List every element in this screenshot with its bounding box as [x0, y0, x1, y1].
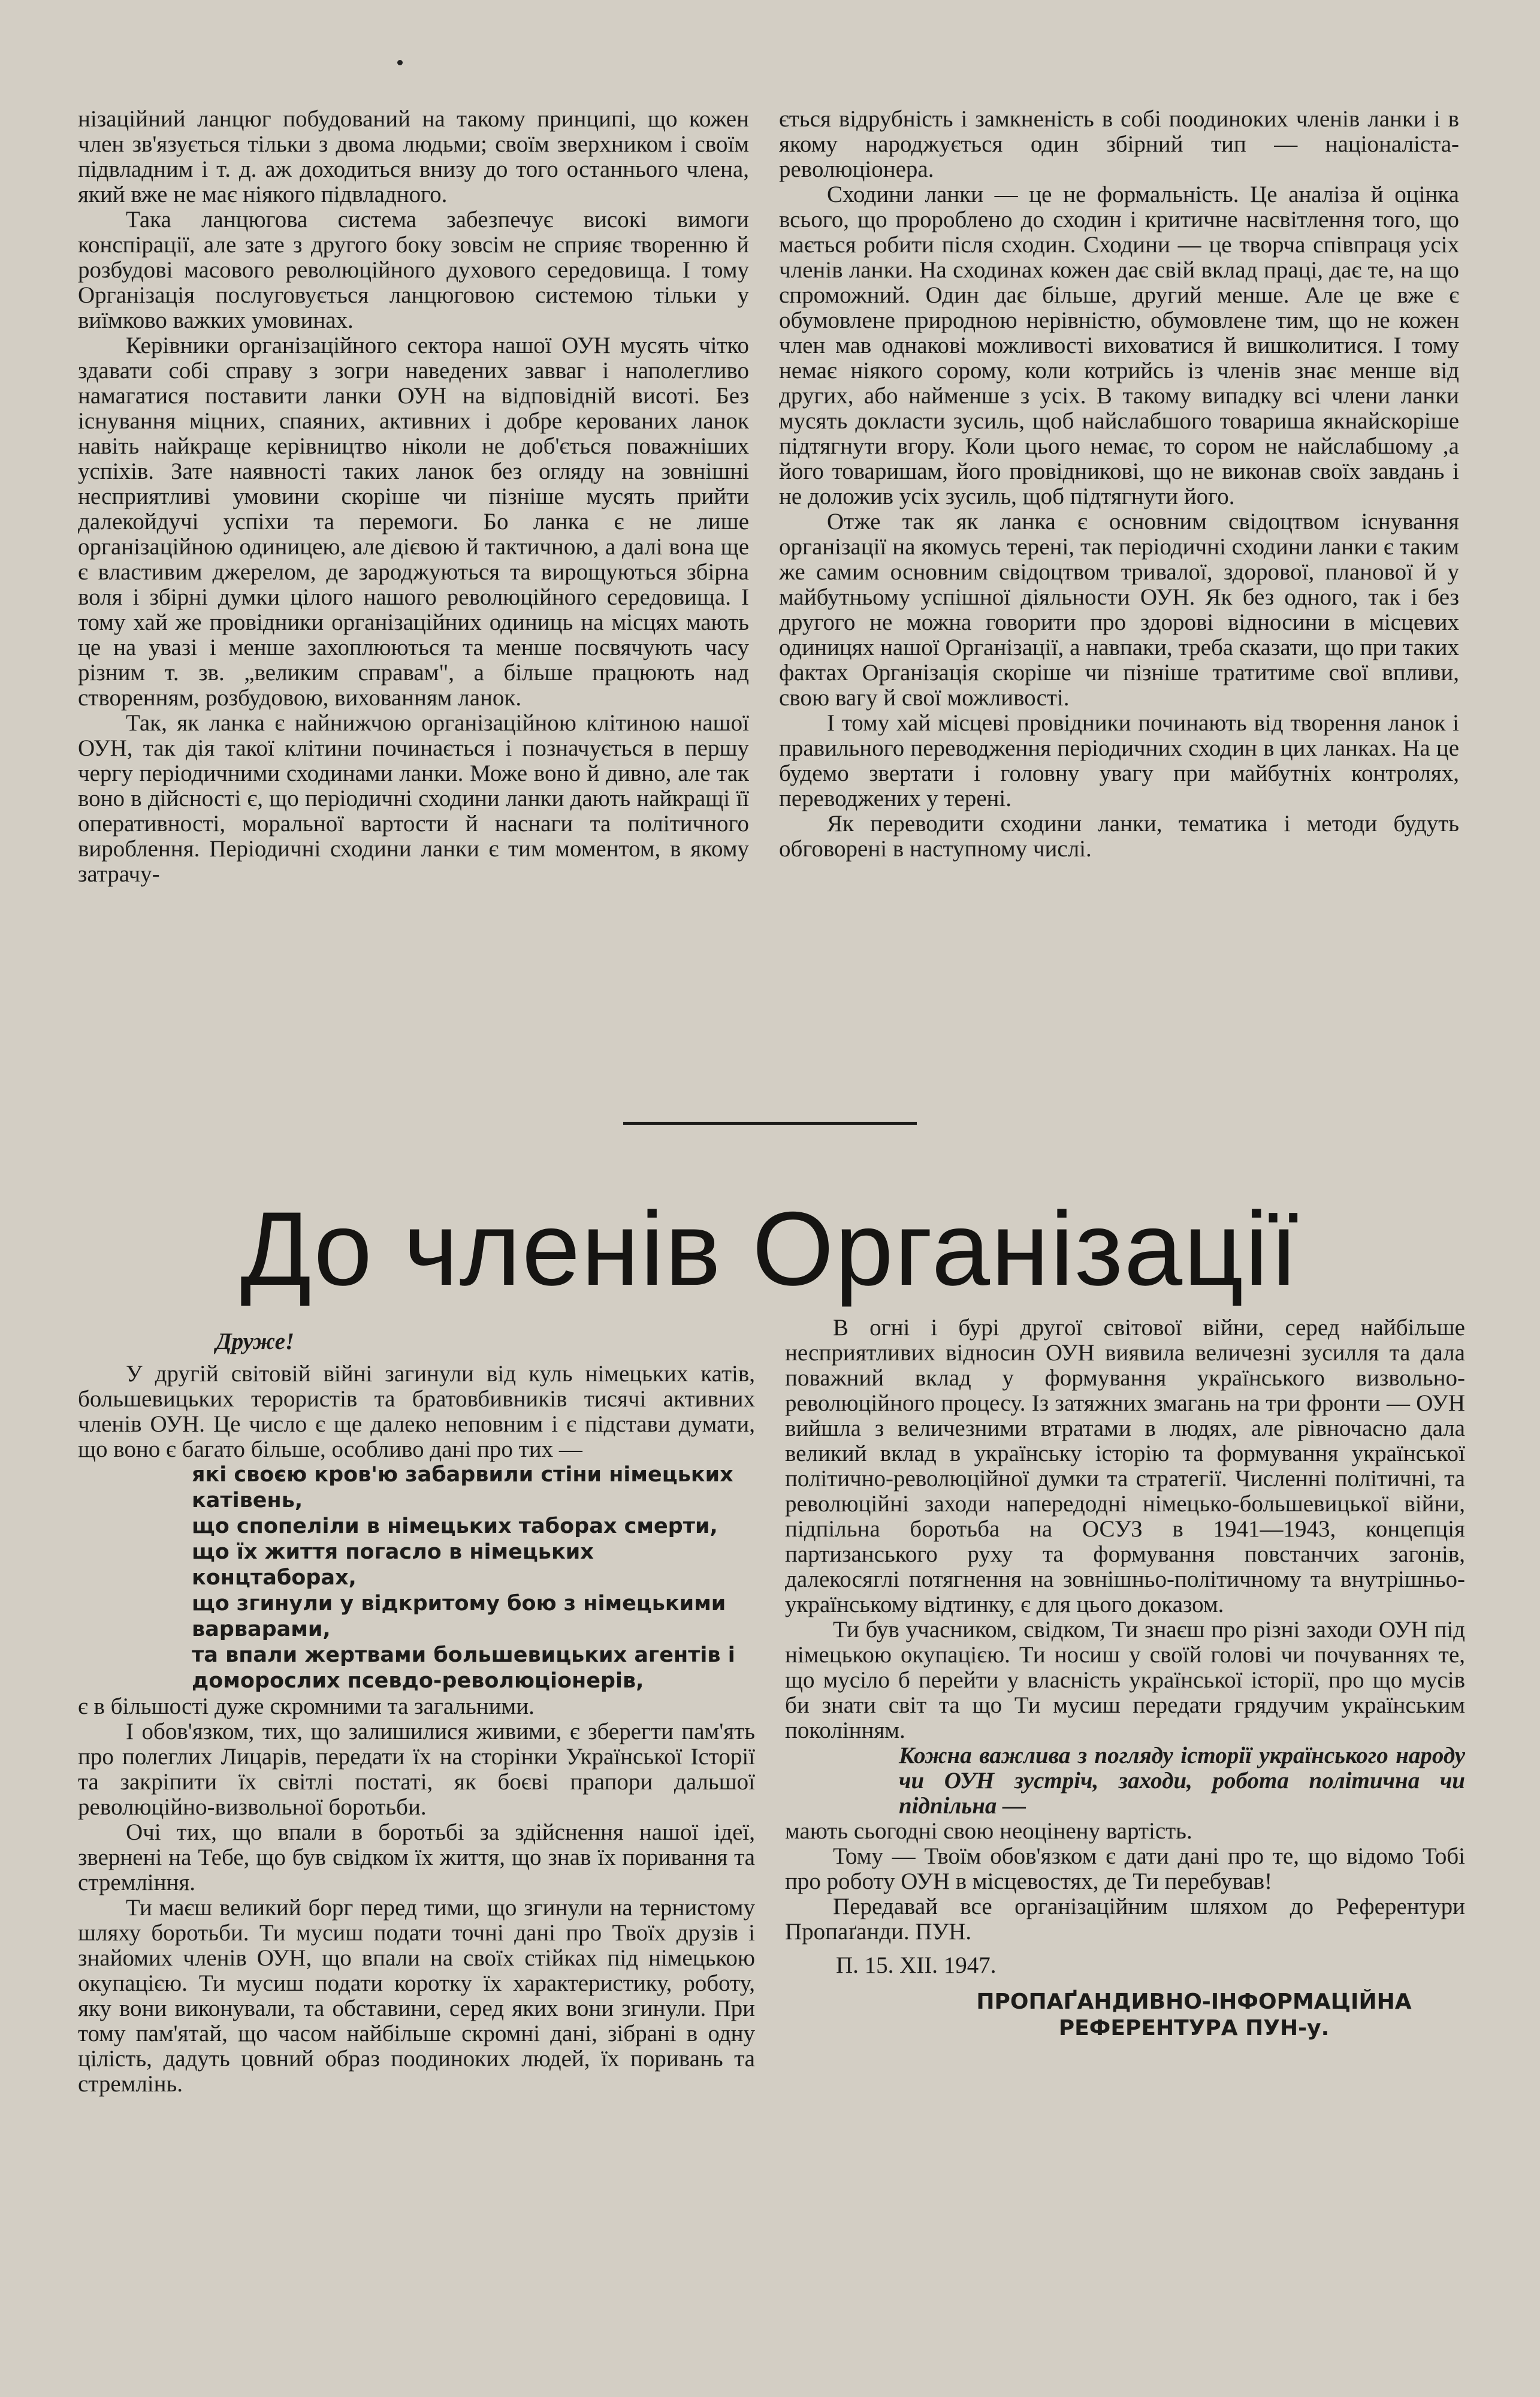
bold-quote: Кожна важлива з погляду історії українського народу чи ОУН зустріч, заходи, робота політична чи підпільна — [899, 1743, 1465, 1819]
paragraph: І обов'язком, тих, що залишилися живими, є зберегти пам'ять про полеглих Лицарів, передати їх на сторінки Української Історії та закріпити їх світлі постаті, як боєві прапори дальшої революційно-визвольної боротьби. [78, 1719, 755, 1820]
paragraph: Така ланцюгова система забезпечує високі вимоги конспірації, але зате з другого боку зовсім не сприяє творенню й розбудові масового революційного духового середовища. І тому Організація послуговується ланцюговою системою тільки у виїмково важких умовинах. [78, 207, 749, 333]
ink-speck [397, 60, 403, 65]
paragraph: Отже так як ланка є основним свідоцтвом існування організації на якомусь терені, так періодичні сходини ланки є таким же самим основним свідоцтвом тривалої, здорової, планової й у майбутньому успішної діяльности ОУН. Як без одного, так і без другого не можна говорити про здорові відносини в місцевих одиницях нашої Організації, а навпаки, треба сказати, що при таких фактах Організація скоріше чи пізніше тратитиме свої впливи, свою вагу й свої можливості. [779, 509, 1459, 711]
list-item: які своєю кров'ю забарвили стіни німецьких катівень, [192, 1463, 733, 1513]
paragraph: ється відрубність і замкненість в собі поодиноких членів ланки і в якому народжується один збірний тип — націоналіста-революціонера. [779, 106, 1459, 182]
paragraph: Передавай все організаційним шляхом до Референтури Пропаґанди. ПУН. [785, 1894, 1465, 1945]
paragraph: Так, як ланка є найнижчою організаційною клітиною нашої ОУН, так дія такої клітини починається і позначується в першу чергу періодичними сходинами ланки. Може воно й дивно, але так воно в дійсності є, що періодичні сходини ланки дають найкращі її оперативності, моральної вартости й наснаги та політичного вироблення. Періодичні сходини ланки є тим моментом, в якому затрачу- [78, 710, 749, 887]
paragraph: Ти маєш великий борг перед тими, що згинули на тернистому шляху боротьби. Ти мусиш подати точні дані про Твоїх друзів і знайомих членів ОУН, що впали на своїх стійках під німецькою окупацією. Ти мусиш подати коротку їх характеристику, роботу, яку вони виконували, та обставини, серед яких вони згинули. При тому пам'ятай, що часом найбільше скромні дані, зібрані в одну цілість, дадуть цовний образ поодиноких людей, їх поривань та стремлінь. [78, 1895, 755, 2097]
list-item: що спопеліли в німецьких таборах смерти, [192, 1514, 718, 1538]
paragraph: І тому хай місцеві провідники починають від творення ланок і правильного переводження періодичних сходин в цих ланках. На це будемо звертати і головну увагу при майбутніх контролях, переводжених у терені. [779, 710, 1459, 811]
paragraph: У другій світовій війні загинули від куль німецьких катів, большевицьких терористів та братовбивників тисячі активних членів ОУН. Це число є ще далеко неповним і є підстави думати, що воно є багато більше, особливо дані про тих — [78, 1361, 755, 1462]
list-item: що згинули у відкритому бою з німецькими варварами, [192, 1592, 726, 1641]
bold-list [78, 1462, 755, 1694]
date-line: П. 15. XII. 1947. [836, 1952, 997, 1978]
signature-line-1: ПРОПАҐАНДИВНО-ІНФОРМАЦІЙНА [976, 1990, 1412, 2014]
bottom-left-column [78, 1329, 755, 2097]
paragraph: Очі тих, що впали в боротьбі за здійснення нашої ідеї, звернені на Тебе, що був свідком їх життя, що знав їх поривання та стремління. [78, 1819, 755, 1895]
paragraph: Ти був учасником, свідком, Ти знаєш про різні заходи ОУН під німецькою окупацією. Ти носиш у своїй голові чи почуваннях те, що мусіло б перейти у власність української історії, про що мусів би знати світ та що Ти мусиш передати грядучим українським поколінням. [785, 1617, 1465, 1743]
bottom-right-column [785, 1315, 1465, 2042]
salutation: Друже! [216, 1329, 295, 1354]
list-item: що їх життя погасло в німецьких концтаборах, [192, 1540, 594, 1590]
list-item: та впали жертвами большевицьких агентів і доморослих псевдо-революціонерів, [192, 1643, 735, 1693]
paragraph: Тому — Твоїм обов'язком є дати дані про те, що відомо Тобі про роботу ОУН в місцевостях, де Ти перебував! [785, 1843, 1465, 1894]
top-right-column [779, 107, 1459, 862]
paragraph: Керівники організаційного сектора нашої ОУН мусять чітко здавати собі справу з зогри наведених завваг і наполегливо намагатися поставити ланки ОУН на відповідній висоті. Без існування міцних, спаяних, активних і добре керованих ланок навіть найкраще керівництво ніколи не доб'ється поважніших успіхів. Зате наявності таких ланок без огляду на зовнішні несприятливі умовини скоріше чи пізніше мусять прийти далекойдучі успіхи та перемоги. Бо ланка є не лише організаційною одиницею, але дієвою й тактичною, а далі вона ще є властивим джерелом, де зароджуються та вирощуються збірна воля і збірні думки цілого нашого революційного середовища. І тому хай же провідники організаційних одиниць на місцях мають це на увазі і менше захоплюються та менше посвячують часу різним т. зв. „великим справам", а більше працюють над створенням, розбудовою, вихованням ланок. [78, 333, 749, 711]
top-left-column [78, 107, 749, 887]
paragraph: Сходини ланки — це не формальність. Це аналіза й оцінка всього, що пророблено до сходин і критичне насвітлення того, що мається робити після сходин. Сходини — це творча співпраця усіх членів ланки. На сходинах кожен дає свій вклад праці, дає те, на що спроможний. Один дає більше, другий менше. Але це вже є обумовлене природною нерівністю, обумовлене тим, що не кожен член мав однакові можливості виховатися й вишколитися. І тому немає ніякого сорому, коли котрийсь із членів знає менше від других, або найменше з усіх. В такому випадку всі члени ланки мусять докласти зусиль, щоб найслабшого товариша якнайскоріше підтягнути вгору. Коли цього немає, то сором не найслабшому ,а його товаришам, його провідникові, що не виконав своїх завдань і не доложив усіх зусиль, щоб підтягнути його. [779, 182, 1459, 509]
paragraph: В огні і бурі другої світової війни, серед найбільше несприятливих відносин ОУН виявила величезні зусилля та дала поважний вклад у формування українського визвольно-революційного процесу. Із затяжних змагань на три фронти — ОУН вийшла з величезними втратами в людях, але рівночасно дала великий вклад в українську історію та формування української політично-революційної думки та стратегії. Численні політичні, та революційні заходи напередодні німецько-большевицької війни, підпільна боротьба на ОСУЗ в 1941—1943, концепція партизанського руху та формування повстанчих загонів, далекосяглі потягнення на зовнішньо-політичному та внутрішньо-українському відтинку, є для цього доказом. [785, 1315, 1465, 1617]
paragraph: є в більшості дуже скромними та загальними. [78, 1693, 535, 1719]
signature-line-2: РЕФЕРЕНТУРА ПУН-у. [1058, 2016, 1330, 2040]
section-divider [623, 1122, 917, 1125]
paragraph: Як переводити сходини ланки, тематика і методи будуть обговорені в наступному числі. [779, 811, 1459, 862]
paragraph: мають сьогодні свою неоцінену вартість. [785, 1818, 1192, 1844]
paragraph: нізаційний ланцюг побудований на такому принципі, що кожен член зв'язується тільки з двома людьми; своїм зверхником і своїм підвладним і т. д. аж доходиться внизу до того останнього члена, який вже не має ніякого підвладного. [78, 106, 749, 207]
article-headline: До членів Організації [240, 1191, 1300, 1308]
